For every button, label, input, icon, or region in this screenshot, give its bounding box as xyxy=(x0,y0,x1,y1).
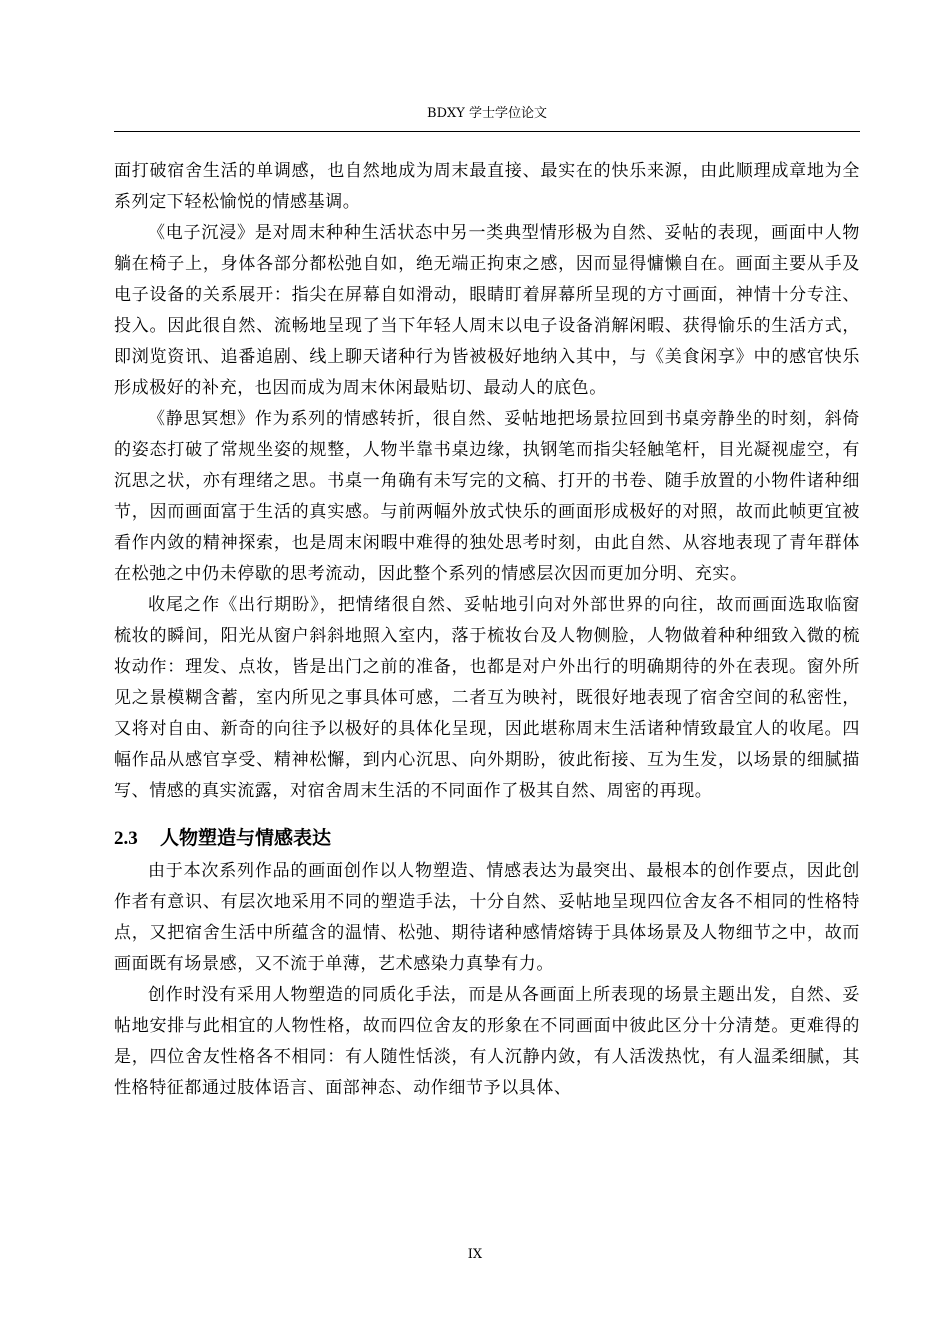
paragraph: 创作时没有采用人物塑造的同质化手法，而是从各画面上所表现的场景主题出发，自然、妥帖地安排与此相宜的人物性格，故而四位舍友的形象在不同画面中彼此区分十分清楚。更难得的是，四位舍友性格各不相同：有人随性恬淡，有人沉静内敛，有人活泼热忱，有人温柔细腻，其性格特征都通过肢体语言、面部神态、动作细节予以具体、 xyxy=(114,985,860,1098)
page-number: IX xyxy=(467,1247,483,1262)
section-heading xyxy=(114,821,860,856)
body-text xyxy=(114,156,860,1104)
paragraph: 由于本次系列作品的画面创作以人物塑造、情感表达为最突出、最根本的创作要点，因此创作者有意识、有层次地采用不同的塑造手法，十分自然、妥帖地呈现四位舍友各不相同的性格特点，又把宿舍生活中所蕴含的温情、松弛、期待诸种感情熔铸于具体场景及人物细节之中，故而画面既有场景感，又不流于单薄，艺术感染力真挚有力。 xyxy=(114,861,860,974)
paragraph: 收尾之作《出行期盼》，把情绪很自然、妥帖地引向对外部世界的向往，故而画面选取临窗梳妆的瞬间，阳光从窗户斜斜地照入室内，落于梳妆台及人物侧脸，人物做着种种细致入微的梳妆动作：理发、点妆，皆是出门之前的准备，也都是对户外出行的明确期待的外在表现。窗外所见之景模糊含蓄，室内所见之事具体可感，二者互为映衬，既很好地表现了宿舍空间的私密性，又将对自由、新奇的向往予以极好的具体化呈现，因此堪称周末生活诸种情致最宜人的收尾。四幅作品从感官享受、精神松懈，到内心沉思、向外期盼，彼此衔接、互为生发，以场景的细腻描写、情感的真实流露，对宿舍周末生活的不同面作了极其自然、周密的再现。 xyxy=(114,595,860,801)
running-header: BDXY 学士学位论文 xyxy=(427,106,547,121)
section-number: 2.3 xyxy=(114,828,138,849)
paragraph: 面打破宿舍生活的单调感，也自然地成为周末最直接、最实在的快乐来源，由此顺理成章地为全系列定下轻松愉悦的情感基调。 xyxy=(114,161,860,212)
section-title: 人物塑造与情感表达 xyxy=(160,827,332,849)
header-rule xyxy=(114,131,860,132)
paragraph: 《静思冥想》作为系列的情感转折，很自然、妥帖地把场景拉回到书桌旁静坐的时刻，斜倚的姿态打破了常规坐姿的规整，人物半靠书桌边缘，执钢笔而指尖轻触笔杆，目光凝视虚空，有沉思之状，亦有理绪之思。书桌一角确有未写完的文稿、打开的书卷、随手放置的小物件诸种细节，因而画面富于生活的真实感。与前两幅外放式快乐的画面形成极好的对照，故而此帧更宜被看作内敛的精神探索，也是周末闲暇中难得的独处思考时刻，由此自然、从容地表现了青年群体在松弛之中仍未停歇的思考流动，因此整个系列的情感层次因而更加分明、充实。 xyxy=(114,409,860,584)
paragraph: 《电子沉浸》是对周末种种生活状态中另一类典型情形极为自然、妥帖的表现，画面中人物躺在椅子上，身体各部分都松弛自如，绝无端正拘束之感，因而显得慵懒自在。画面主要从手及电子设备的关系展开：指尖在屏幕自如滑动，眼睛盯着屏幕所呈现的方寸画面，神情十分专注、投入。因此很自然、流畅地呈现了当下年轻人周末以电子设备消解闲暇、获得愉乐的生活方式，即浏览资讯、追番追剧、线上聊天诸种行为皆被极好地纳入其中，与《美食闲享》中的感官快乐形成极好的补充，也因而成为周末休闲最贴切、最动人的底色。 xyxy=(114,223,860,398)
